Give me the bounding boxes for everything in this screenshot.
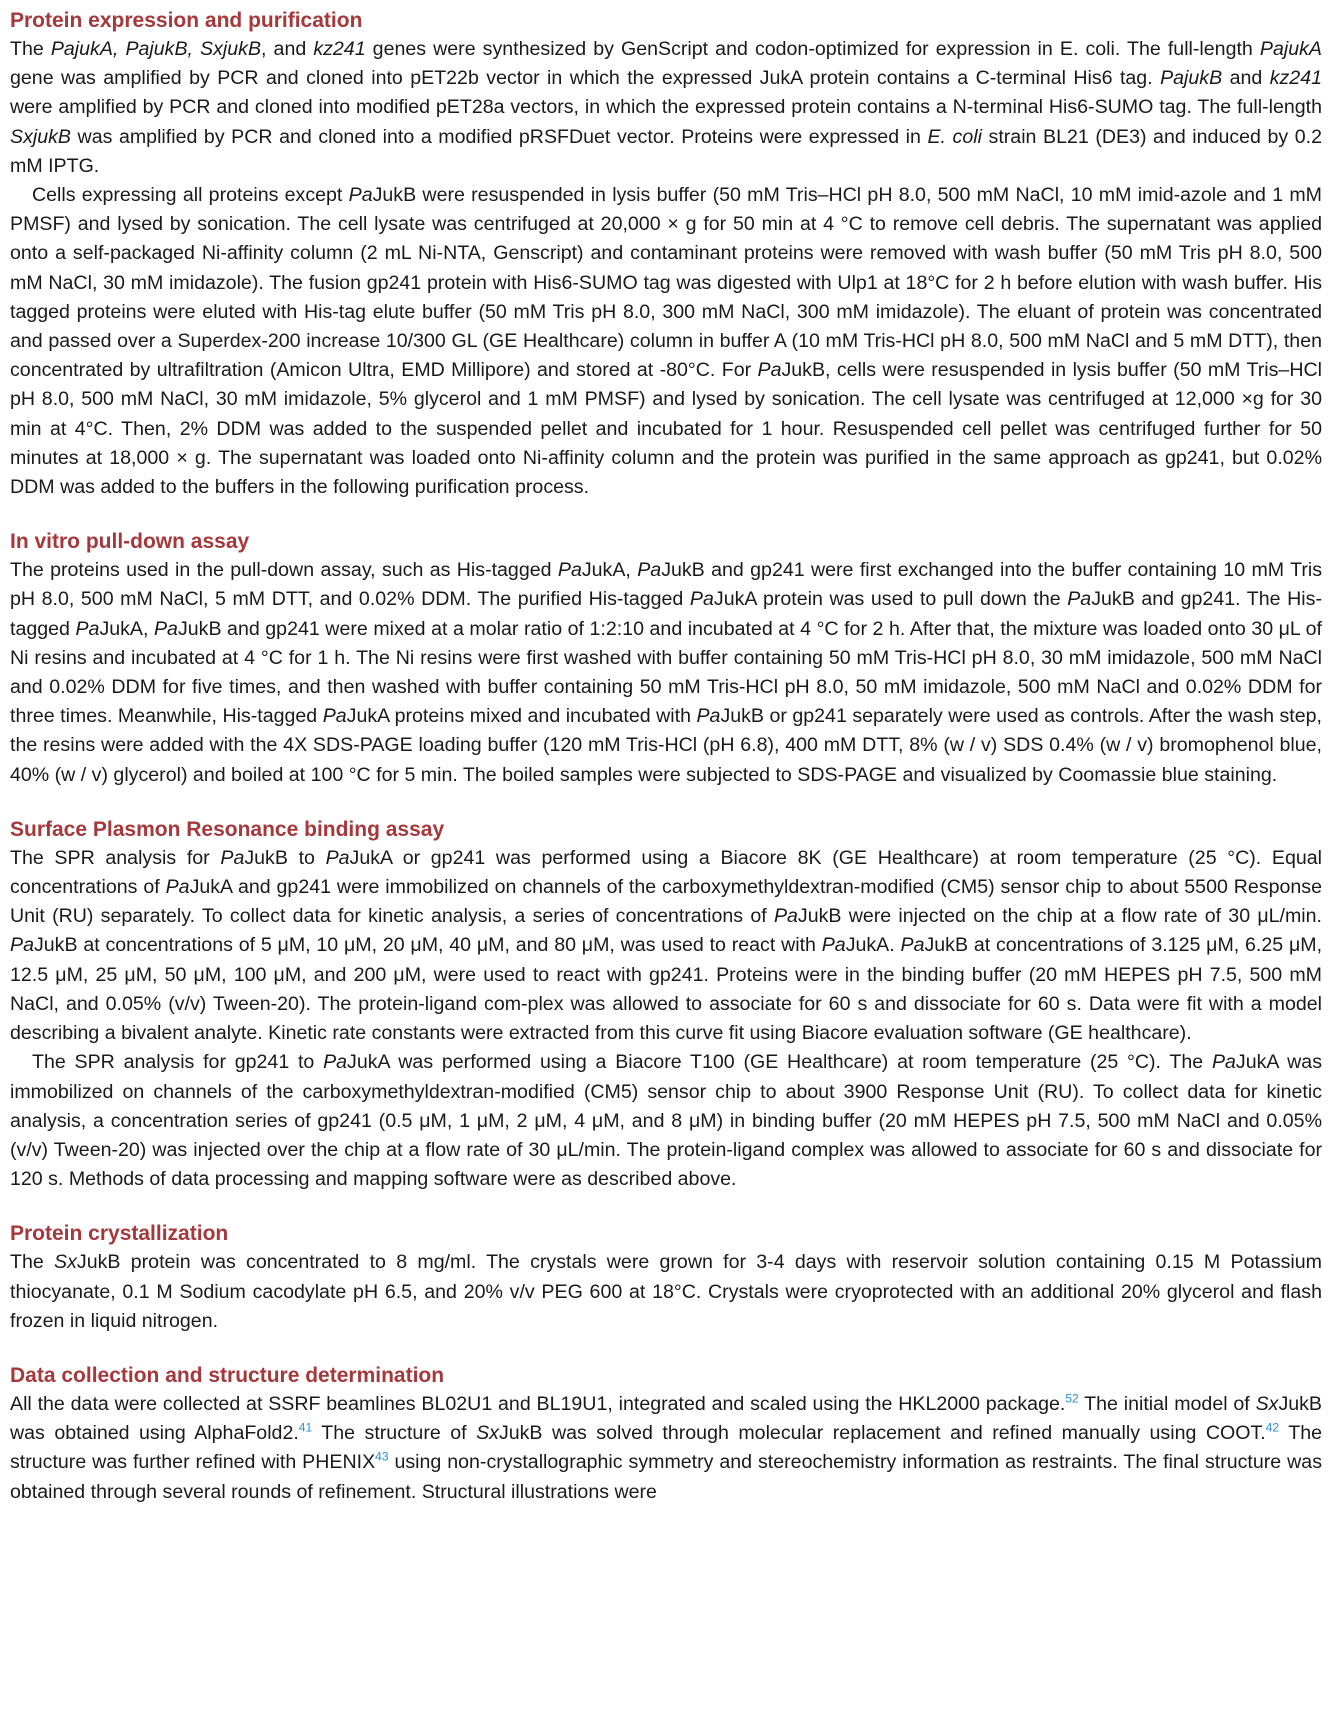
section-heading: Protein expression and purification bbox=[10, 9, 363, 32]
section-protein-expression bbox=[10, 6, 1322, 502]
section-protein-crystallization bbox=[10, 1219, 1322, 1336]
section-heading: Protein crystallization bbox=[10, 1222, 229, 1246]
section-spr-binding-assay bbox=[10, 815, 1322, 1194]
paragraph: The SxJukB protein was concentrated to 8 mg/ml. The crystals were grown for 3-4 days with reservoir solution containing 0.15 M Potassium thiocyanate, 0.1 M Sodium cacodylate pH 6.5, and 20% v/v PEG 600 at 18°C. Crystals were cryoprotected with an additional 20% glycerol and flash frozen in liquid nitrogen. bbox=[10, 1251, 1322, 1332]
paragraph: Cells expressing all proteins except PaJukB were resuspended in lysis buffer (50 mM Tris–HCl pH 8.0, 500 mM NaCl, 10 mM imid-azole and 1 mM PMSF) and lysed by sonication. The cell lysate was centrifuged at 20,000 × g for 50 min at 4 °C to remove cell debris. The supernatant was applied onto a self-packaged Ni-affinity column (2 mL Ni-NTA, Genscript) and contaminant proteins were removed with wash buffer (50 mM Tris pH 8.0, 500 mM NaCl, 30 mM imidazole). The fusion gp241 protein with His6-SUMO tag was digested with Ulp1 at 18°C for 2 h before elution with wash buffer. His tagged proteins were eluted with His-tag elute buffer (50 mM Tris pH 8.0, 300 mM NaCl, 300 mM imidazole). The eluant of protein was concentrated and passed over a Superdex-200 increase 10/300 GL (GE Healthcare) column in buffer A (10 mM Tris-HCl pH 8.0, 500 mM NaCl and 5 mM DTT), then concentrated by ultrafiltration (Amicon Ultra, EMD Millipore) and stored at -80°C. For PaJukB, cells were resuspended in lysis buffer (50 mM Tris–HCl pH 8.0, 500 mM NaCl, 30 mM imidazole, 5% glycerol and 1 mM PMSF) and lysed by sonication. The cell lysate was centrifuged at 12,000 ×g for 30 min at 4°C. Then, 2% DDM was added to the suspended pellet and incubated for 1 hour. Resuspended cell pellet was centrifuged further for 50 minutes at 18,000 × g. The supernatant was loaded onto Ni-affinity column and the protein was purified in the same approach as gp241, but 0.02% DDM was added to the buffers in the following purification process. bbox=[10, 184, 1323, 499]
paragraph: All the data were collected at SSRF beamlines BL02U1 and BL19U1, integrated and scaled using the HKL2000 package.$^{52}$ The initial model of SxJukB was obtained using AlphaFold2.41 The structure of SxJukB was solved through molecular replacement and refined manually using COOT.$^{42}$ The structure was further refined with PHENIX$^{43}$ using non-crystallographic symmetry and stereochemistry information as restraints. The final structure was obtained through several rounds of refinement. Structural illustrations were bbox=[10, 1391, 1322, 1503]
paragraph: The SPR analysis for gp241 to PaJukA was performed using a Biacore T100 (GE Healthcare) at room temperature (25 °C). The PaJukA was immobilized on channels of the carboxymethyldextran-modified (CM5) sensor chip to about 3900 Response Unit (RU). To collect data for kinetic analysis, a concentration series of gp241 (0.5 μM, 1 μM, 2 μM, 4 μM, and 8 μM) in binding buffer (20 mM HEPES pH 7.5, 500 mM NaCl and 0.05% (v/v) Tween-20) was injected over the chip at a flow rate of 30 μL/min. The protein-ligand complex was allowed to associate for 60 s and dissociate for 120 s. Methods of data processing and mapping software were as described above. bbox=[10, 1051, 1322, 1191]
paragraph: The SPR analysis for PaJukB to PaJukA or gp241 was performed using a Biacore 8K (GE Healthcare) at room temperature (25 °C). Equal concentrations of PaJukA and gp241 were immobilized on channels of the carboxymethyldextran-modified (CM5) sensor chip to about 5500 Response Unit (RU) separately. To collect data for kinetic analysis, a series of concentrations of PaJukB were injected on the chip at a flow rate of 30 μL/min. PaJukB at concentrations of 5 μM, 10 μM, 20 μM, 40 μM, and 80 μM, was used to react with PaJukA. PaJukB at concentrations of 3.125 μM, 6.25 μM, 12.5 μM, 25 μM, 50 μM, 100 μM, and 200 μM, were used to react with gp241. Proteins were in the binding buffer (20 mM HEPES pH 7.5, 500 mM NaCl, and 0.05% (v/v) Tween-20). The protein-ligand com-plex was allowed to associate for 60 s and dissociate for 60 s. Data were fit with a model describing a bivalent analyte. Kinetic rate constants were extracted from this curve fit using Biacore evaluation software (GE healthcare). bbox=[10, 846, 1323, 1045]
section-pull-down-assay bbox=[10, 527, 1322, 790]
section-heading: Data collection and structure determination bbox=[10, 1363, 445, 1387]
section-heading: In vitro pull-down assay bbox=[10, 530, 250, 554]
section-heading: Surface Plasmon Resonance binding assay bbox=[10, 817, 445, 841]
section-data-collection bbox=[10, 1361, 1322, 1507]
paragraph: The proteins used in the pull-down assay, such as His-tagged PaJukA, PaJukB and gp241 were first exchanged into the buffer containing 10 mM Tris pH 8.0, 500 mM NaCl, 5 mM DTT, and 0.02% DDM. The purified His-tagged PaJukA protein was used to pull down the PaJukB and gp241. The His-tagged PaJukA, PaJukB and gp241 were mixed at a molar ratio of 1:2:10 and incubated at 4 °C for 2 h. After that, the mixture was loaded onto 30 μL of Ni resins and incubated at 4 °C for 1 h. The Ni resins were first washed with buffer containing 50 mM Tris-HCl pH 8.0, 30 mM imidazole, 500 mM NaCl and 0.02% DDM for five times, and then washed with buffer containing 50 mM Tris-HCl pH 8.0, 50 mM imidazole, 500 mM NaCl and 0.02% DDM for three times. Meanwhile, His-tagged PaJukA proteins mixed and incubated with PaJukB or gp241 separately were used as controls. After the wash step, the resins were added with the 4X SDS-PAGE loading buffer (120 mM Tris-HCl (pH 6.8), 400 mM DTT, 8% (w / v) SDS 0.4% (w / v) bromophenol blue, 40% (w / v) glycerol) and boiled at 100 °C for 5 min. The boiled samples were subjected to SDS-PAGE and visualized by Coomassie blue staining. bbox=[10, 559, 1323, 786]
paragraph: The PajukA, PajukB, SxjukB, and kz241 genes were synthesized by GenScript and codon-optimized for expression in E. coli. The full-length PajukA gene was amplified by PCR and cloned into pET22b vector in which the expressed JukA protein contains a C-terminal His6 tag. PajukB and kz241 were amplified by PCR and cloned into modified pET28a vectors, in which the expressed protein contains a N-terminal His6-SUMO tag. The full-length SxjukB was amplified by PCR and cloned into a modified pRSFDuet vector. Proteins were expressed in E. coli strain BL21 (DE3) and induced by 0.2 mM IPTG. bbox=[10, 38, 1323, 177]
